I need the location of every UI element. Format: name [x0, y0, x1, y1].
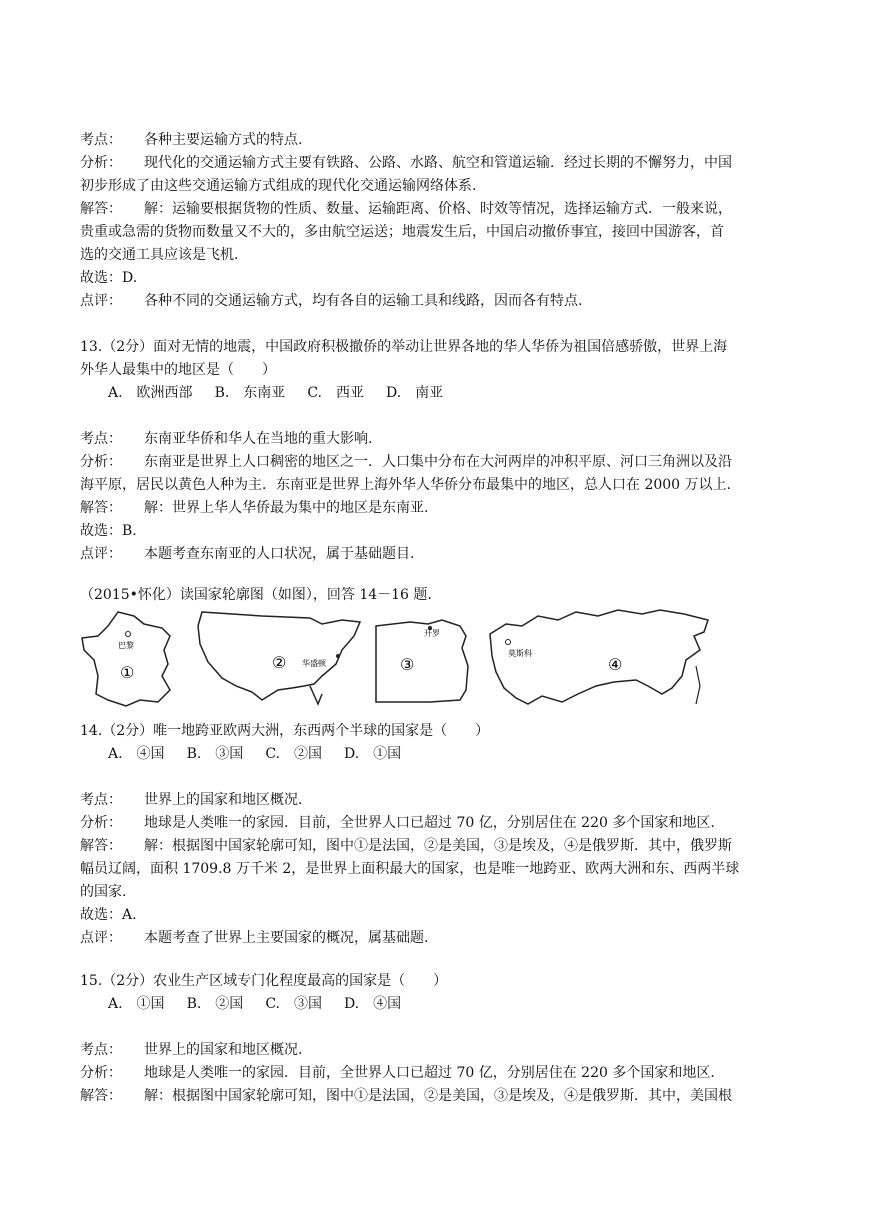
q14-kaodian: [80, 788, 792, 812]
map-number-label: ②: [272, 653, 287, 672]
label-dianping: 点评：: [80, 293, 122, 309]
q14-jieda-text-0: 解：根据图中国家轮廓可知，图中①是法国，②是美国，③是埃及，④是俄罗斯．其中，俄罗斯: [144, 838, 732, 854]
q14-jieda: [80, 834, 792, 858]
q12-fenxi: [80, 151, 792, 175]
q14-option-d[interactable]: D. ①国: [343, 746, 402, 762]
q14-jieda-cont-2: 的国家.: [80, 884, 127, 900]
q12-kaodian-text: 各种主要运输方式的特点.: [144, 132, 303, 148]
q15-kaodian: [80, 1038, 792, 1062]
egypt-outline-icon: [370, 606, 474, 710]
q15-stem: 15.（2分）农业生产区域专门化程度最高的国家是（ ）: [80, 973, 448, 989]
q13-stem-cont: 外华人最集中的地区是（ ）: [80, 362, 276, 378]
q12-guxuan-value: D.: [122, 270, 138, 286]
russia-outline-icon: [486, 606, 716, 712]
q12-fenxi-cont: 初步形成了由这些交通运输方式组成的现代化交通运输网络体系.: [80, 178, 477, 194]
q14-fenxi-text: 地球是人类唯一的家园．目前，全世界人口已超过 70 亿，分别居住在 220 多个国家和地区.: [144, 815, 715, 831]
q14-options: [108, 742, 423, 766]
label-kaodian: 考点：: [80, 431, 122, 447]
map-city-label: 巴黎: [118, 641, 134, 650]
label-kaodian: 考点：: [80, 792, 122, 808]
label-kaodian: 考点：: [80, 132, 122, 148]
map-usa: [192, 606, 368, 708]
label-kaodian: 考点：: [80, 1042, 122, 1058]
map-egypt: [370, 606, 474, 710]
q15-fenxi-text: 地球是人类唯一的家园．目前，全世界人口已超过 70 亿，分别居住在 220 多个国家和地区.: [144, 1065, 715, 1081]
q15-jieda-text: 解：根据图中国家轮廓可知，图中①是法国，②是美国，③是埃及，④是俄罗斯．其中，美国根: [144, 1088, 732, 1104]
label-guxuan: 故选：: [80, 523, 122, 539]
q15-jieda: [80, 1084, 792, 1108]
country-outline-maps: [78, 606, 790, 712]
label-guxuan: 故选：: [80, 270, 122, 286]
q14-dianping: [80, 926, 792, 950]
q12-kaodian: [80, 128, 792, 152]
q13-fenxi-text-0: 东南亚是世界上人口稠密的地区之一．人口集中分布在大河两岸的冲积平原、河口三角洲以及沿: [144, 454, 732, 470]
q15-options: [108, 992, 423, 1016]
q13-dianping-text: 本题考查东南亚的人口状况，属于基础题目.: [144, 546, 415, 562]
q12-dianping-text: 各种不同的交通运输方式，均有各自的运输工具和线路，因而各有特点.: [144, 293, 583, 309]
q13-guxuan: [80, 519, 792, 543]
map-number-label: ④: [608, 655, 623, 674]
q14-dianping-text: 本题考查了世界上主要国家的概况，属基础题.: [144, 930, 429, 946]
q13-kaodian: [80, 427, 792, 451]
q12-guxuan: [80, 266, 792, 290]
label-jieda: 解答：: [80, 201, 122, 217]
q12-jieda-cont-1: 贵重或急需的货物而数量又不大的，多由航空运送；地震发生后，中国启动撤侨事宜，接回中国游客，首: [80, 224, 724, 240]
q13-option-a[interactable]: A. 欧洲西部: [108, 385, 193, 401]
label-dianping: 点评：: [80, 546, 122, 562]
label-fenxi: 分析：: [80, 815, 122, 831]
q14-kaodian-text: 世界上的国家和地区概况.: [144, 792, 303, 808]
q14-guxuan: [80, 903, 792, 927]
q14-fenxi: [80, 811, 792, 835]
map-number-label: ③: [400, 655, 415, 674]
label-jieda: 解答：: [80, 838, 122, 854]
q12-dianping: [80, 289, 792, 313]
intro-14-16: （2015•怀化）读国家轮廓图（如图），回答 14－16 题.: [80, 587, 432, 603]
map-number-label: ①: [120, 663, 135, 682]
usa-outline-icon: [192, 606, 368, 708]
q14-stem: 14.（2分）唯一地跨亚欧两大洲，东西两个半球的国家是（ ）: [80, 723, 490, 739]
map-city-label: 华盛顿: [302, 659, 326, 668]
q14-option-b[interactable]: B. ③国: [186, 746, 244, 762]
label-guxuan: 故选：: [80, 907, 122, 923]
q12-jieda-text-0: 解：运输要根据货物的性质、数量、运输距离、价格、时效等情况，选择运输方式．一般来说，: [144, 201, 732, 217]
q14-option-a[interactable]: A. ④国: [108, 746, 165, 762]
q15-fenxi: [80, 1061, 792, 1085]
q12-jieda-cont-2: 选的交通工具应该是飞机.: [80, 247, 239, 263]
q13-kaodian-text: 东南亚华侨和华人在当地的重大影响.: [144, 431, 373, 447]
q13-option-c[interactable]: C. 西亚: [307, 385, 364, 401]
label-dianping: 点评：: [80, 930, 122, 946]
q13-option-d[interactable]: D. 南亚: [385, 385, 444, 401]
label-fenxi: 分析：: [80, 155, 122, 171]
map-france: [78, 606, 182, 710]
q14-guxuan-value: A.: [122, 907, 137, 923]
map-city-label: 开罗: [424, 629, 440, 638]
q15-option-d[interactable]: D. ④国: [343, 996, 402, 1012]
q14-jieda-cont-1: 幅员辽阔，面积 1709.8 万千米 2，是世界上面积最大的国家，也是唯一地跨亚、欧两大洲和东、西两半球: [80, 861, 740, 877]
q12-fenxi-text-0: 现代化的交通运输方式主要有铁路、公路、水路、航空和管道运输．经过长期的不懈努力，中国: [144, 155, 732, 171]
q13-options: [108, 381, 465, 405]
q13-fenxi: [80, 450, 792, 474]
q13-fenxi-cont: 海平原，居民以黄色人种为主．东南亚是世界上海外华人华侨分布最集中的地区，总人口在 2000 万以上.: [80, 477, 731, 493]
label-jieda: 解答：: [80, 1088, 122, 1104]
label-jieda: 解答：: [80, 500, 122, 516]
q12-jieda: [80, 197, 792, 221]
map-city-label: 莫斯科: [508, 649, 532, 658]
q14-option-c[interactable]: C. ②国: [265, 746, 322, 762]
q13-dianping: [80, 542, 792, 566]
q13-jieda: [80, 496, 792, 520]
label-fenxi: 分析：: [80, 1065, 122, 1081]
q13-jieda-text: 解：世界上华人华侨最为集中的地区是东南亚.: [144, 500, 429, 516]
label-fenxi: 分析：: [80, 454, 122, 470]
map-russia: [486, 606, 716, 712]
q15-option-a[interactable]: A. ①国: [108, 996, 165, 1012]
q15-option-b[interactable]: B. ②国: [186, 996, 244, 1012]
france-outline-icon: [78, 606, 182, 710]
q15-kaodian-text: 世界上的国家和地区概况.: [144, 1042, 303, 1058]
q13-option-b[interactable]: B. 东南亚: [214, 385, 286, 401]
q13-guxuan-value: B.: [122, 523, 137, 539]
q15-option-c[interactable]: C. ③国: [265, 996, 322, 1012]
q13-stem: 13.（2分）面对无情的地震，中国政府积极撤侨的举动让世界各地的华人华侨为祖国倍感骄傲，世界上海: [80, 339, 728, 355]
